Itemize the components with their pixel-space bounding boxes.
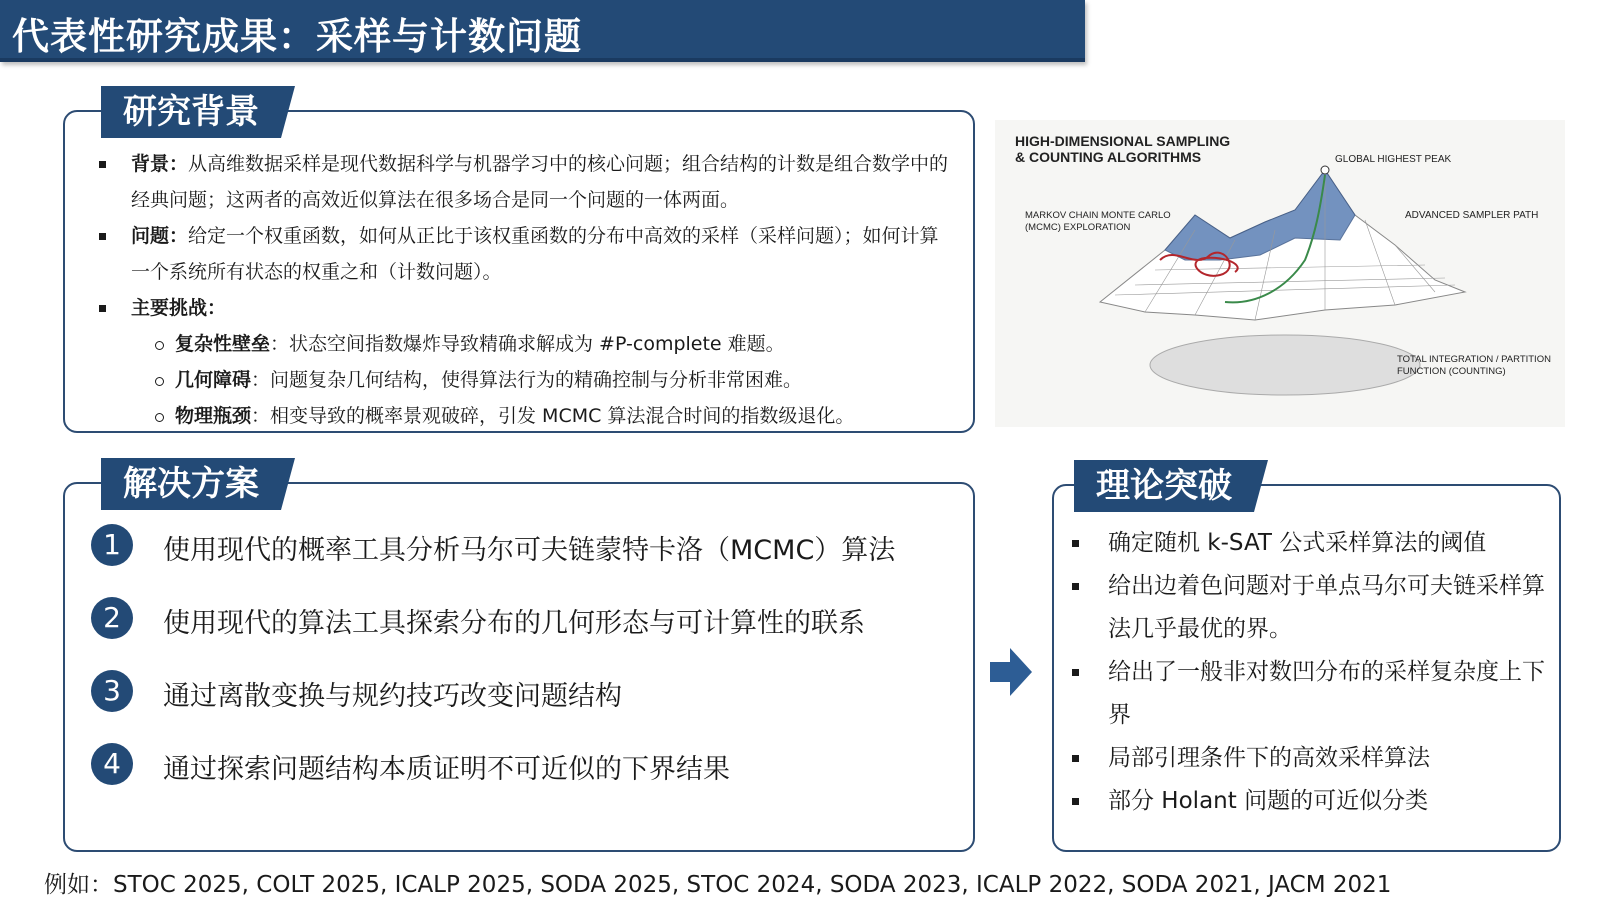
label-total-1: TOTAL INTEGRATION / PARTITION (1397, 354, 1551, 365)
peak-marker (1321, 166, 1329, 174)
step-number-badge: 1 (91, 524, 133, 566)
square-bullet-icon (99, 233, 106, 240)
problem-item (99, 218, 953, 290)
background-item-text: 从高维数据采样是现代数据科学与机器学习中的核心问题；组合结构的计数是组合数学中的经典问题；这两者的高效近似算法在很多场合是同一个问题的一体两面。 (131, 153, 949, 211)
label-mcmc-2: (MCMC) EXPLORATION (1025, 222, 1131, 233)
solution-steps (91, 524, 953, 816)
label-total-2: FUNCTION (COUNTING) (1397, 366, 1506, 377)
sampling-landscape-figure (995, 120, 1565, 427)
theory-item-text: 部分 Holant 问题的可近似分类 (1108, 788, 1429, 814)
challenge-item (99, 398, 953, 434)
step-text: 通过探索问题结构本质证明不可近似的下界结果 (163, 754, 730, 785)
theory-heading: 理论突破 (1074, 460, 1254, 512)
solution-step (91, 524, 953, 597)
square-bullet-icon (1072, 669, 1079, 676)
solution-step (91, 597, 953, 670)
theory-item-text: 给出了一般非对数凹分布的采样复杂度上下界 (1108, 659, 1545, 728)
solution-heading: 解决方案 (101, 458, 281, 510)
theory-item (1072, 522, 1549, 565)
background-panel (63, 92, 975, 433)
solution-panel (63, 464, 975, 852)
challenge-text: ：状态空间指数爆炸导致精确求解成为 #P-complete 难题。 (270, 333, 785, 355)
square-bullet-icon (1072, 798, 1079, 805)
step-text: 使用现代的算法工具探索分布的几何形态与可计算性的联系 (163, 608, 865, 639)
base-ellipse (1150, 335, 1420, 395)
circle-bullet-icon (155, 377, 164, 386)
theory-item-text: 给出边着色问题对于单点马尔可夫链采样算法几乎最优的界。 (1108, 573, 1545, 642)
background-item-label: 背景： (131, 153, 189, 175)
theory-panel (1052, 466, 1561, 852)
circle-bullet-icon (155, 341, 164, 350)
background-item (99, 146, 953, 218)
square-bullet-icon (1072, 755, 1079, 762)
square-bullet-icon (1072, 540, 1079, 547)
label-mcmc-1: MARKOV CHAIN MONTE CARLO (1025, 210, 1171, 221)
figure-title-line1: HIGH-DIMENSIONAL SAMPLING (1015, 133, 1231, 149)
challenge-list (99, 326, 953, 434)
challenge-label: 复杂性壁垒 (175, 333, 271, 355)
solution-step (91, 670, 953, 743)
label-path: ADVANCED SAMPLER PATH (1405, 210, 1539, 221)
challenge-item (99, 326, 953, 362)
theory-item-text: 局部引理条件下的高效采样算法 (1108, 745, 1430, 771)
page-title: 代表性研究成果：采样与计数问题 (12, 15, 582, 58)
problem-item-text: 给定一个权重函数，如何从正比于该权重函数的分布中高效的采样（采样问题）；如何计算一个系统所有状态的权重之和（计数问题）。 (131, 225, 939, 283)
theory-item (1072, 780, 1549, 823)
challenge-text: ：问题复杂几何结构，使得算法行为的精确控制与分析非常困难。 (251, 369, 803, 391)
theory-list (1072, 522, 1549, 823)
label-peak: GLOBAL HIGHEST PEAK (1335, 154, 1452, 165)
challenges-item-label: 主要挑战： (131, 297, 227, 319)
figure-title-line2: & COUNTING ALGORITHMS (1015, 149, 1202, 165)
mesh-surface (1100, 170, 1465, 320)
challenge-label: 几何障碍 (175, 369, 252, 391)
challenge-label: 物理瓶颈 (175, 405, 252, 427)
step-text: 通过离散变换与规约技巧改变问题结构 (163, 681, 622, 712)
theory-item (1072, 565, 1549, 651)
step-text: 使用现代的概率工具分析马尔可夫链蒙特卡洛（MCMC）算法 (163, 535, 896, 566)
square-bullet-icon (99, 305, 106, 312)
theory-item-text: 确定随机 k-SAT 公式采样算法的阈值 (1108, 530, 1487, 556)
step-number-badge: 4 (91, 743, 133, 785)
right-arrow-icon (990, 648, 1032, 696)
challenge-item (99, 362, 953, 398)
step-number-badge: 2 (91, 597, 133, 639)
landscape-illustration (995, 120, 1565, 427)
theory-item (1072, 737, 1549, 780)
problem-item-label: 问题： (131, 225, 189, 247)
title-bar (0, 0, 1085, 62)
step-number-badge: 3 (91, 670, 133, 712)
square-bullet-icon (99, 161, 106, 168)
square-bullet-icon (1072, 583, 1079, 590)
background-list (99, 146, 953, 326)
background-heading: 研究背景 (101, 86, 281, 138)
challenge-text: ：相变导致的概率景观破碎，引发 MCMC 算法混合时间的指数级退化。 (251, 405, 855, 427)
solution-step (91, 743, 953, 816)
publication-footer: 例如：STOC 2025, COLT 2025, ICALP 2025, SODA 2025, STOC 2024, SODA 2023, ICALP 2022, SODA 2021, JACM 2021 (44, 872, 1392, 898)
circle-bullet-icon (155, 413, 164, 422)
challenges-item (99, 290, 953, 326)
theory-item (1072, 651, 1549, 737)
